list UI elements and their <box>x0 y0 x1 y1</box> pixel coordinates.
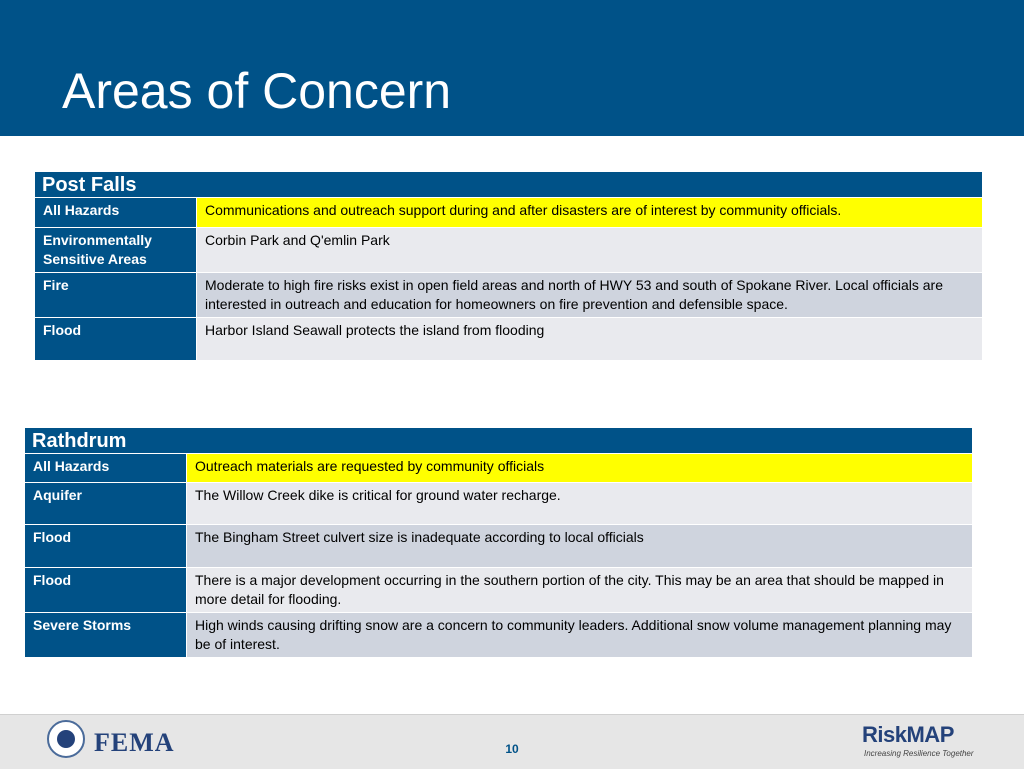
rathdrum-table <box>24 427 973 658</box>
row-category: Environmentally Sensitive Areas <box>35 228 197 273</box>
row-text: Communications and outreach support during and after disasters are of interest by community officials. <box>197 198 983 228</box>
riskmap-tagline: Increasing Resilience Together <box>864 749 974 758</box>
riskmap-logo-risk: Risk <box>862 722 907 747</box>
row-category: Fire <box>35 273 197 318</box>
row-category: Flood <box>35 318 197 361</box>
row-category: All Hazards <box>25 454 187 483</box>
page-title: Areas of Concern <box>62 63 452 119</box>
row-text: The Willow Creek dike is critical for ground water recharge. <box>187 483 973 525</box>
row-text: Corbin Park and Q'emlin Park <box>197 228 983 273</box>
row-category: All Hazards <box>35 198 197 228</box>
post-falls-table <box>34 171 983 361</box>
table-row <box>25 568 973 613</box>
page-number: 10 <box>505 742 519 756</box>
row-text: Harbor Island Seawall protects the island from flooding <box>197 318 983 361</box>
row-text: The Bingham Street culvert size is inadequate according to local officials <box>187 525 973 568</box>
row-text: High winds causing drifting snow are a concern to community leaders. Additional snow volume management planning may be of interest. <box>187 613 973 658</box>
table-row <box>35 228 983 273</box>
table-row <box>35 273 983 318</box>
table-row <box>25 454 973 483</box>
table-header: Rathdrum <box>25 428 973 454</box>
table-header: Post Falls <box>35 172 983 198</box>
table-row <box>25 525 973 568</box>
row-category: Flood <box>25 568 187 613</box>
dhs-seal-icon <box>47 720 85 758</box>
table-row <box>25 483 973 525</box>
fema-logo: FEMA <box>94 728 175 757</box>
row-category: Flood <box>25 525 187 568</box>
row-text: There is a major development occurring in the southern portion of the city. This may be an area that should be mapped in more detail for flooding. <box>187 568 973 613</box>
riskmap-logo <box>862 722 954 748</box>
table-row <box>35 198 983 228</box>
row-category: Aquifer <box>25 483 187 525</box>
table-row <box>25 613 973 658</box>
row-text: Outreach materials are requested by community officials <box>187 454 973 483</box>
table-row <box>35 318 983 361</box>
riskmap-logo-map: MAP <box>906 722 954 747</box>
row-text: Moderate to high fire risks exist in open field areas and north of HWY 53 and south of Spokane River. Local officials are interested in outreach and education for homeowners on fire prevention and defensible space. <box>197 273 983 318</box>
row-category: Severe Storms <box>25 613 187 658</box>
